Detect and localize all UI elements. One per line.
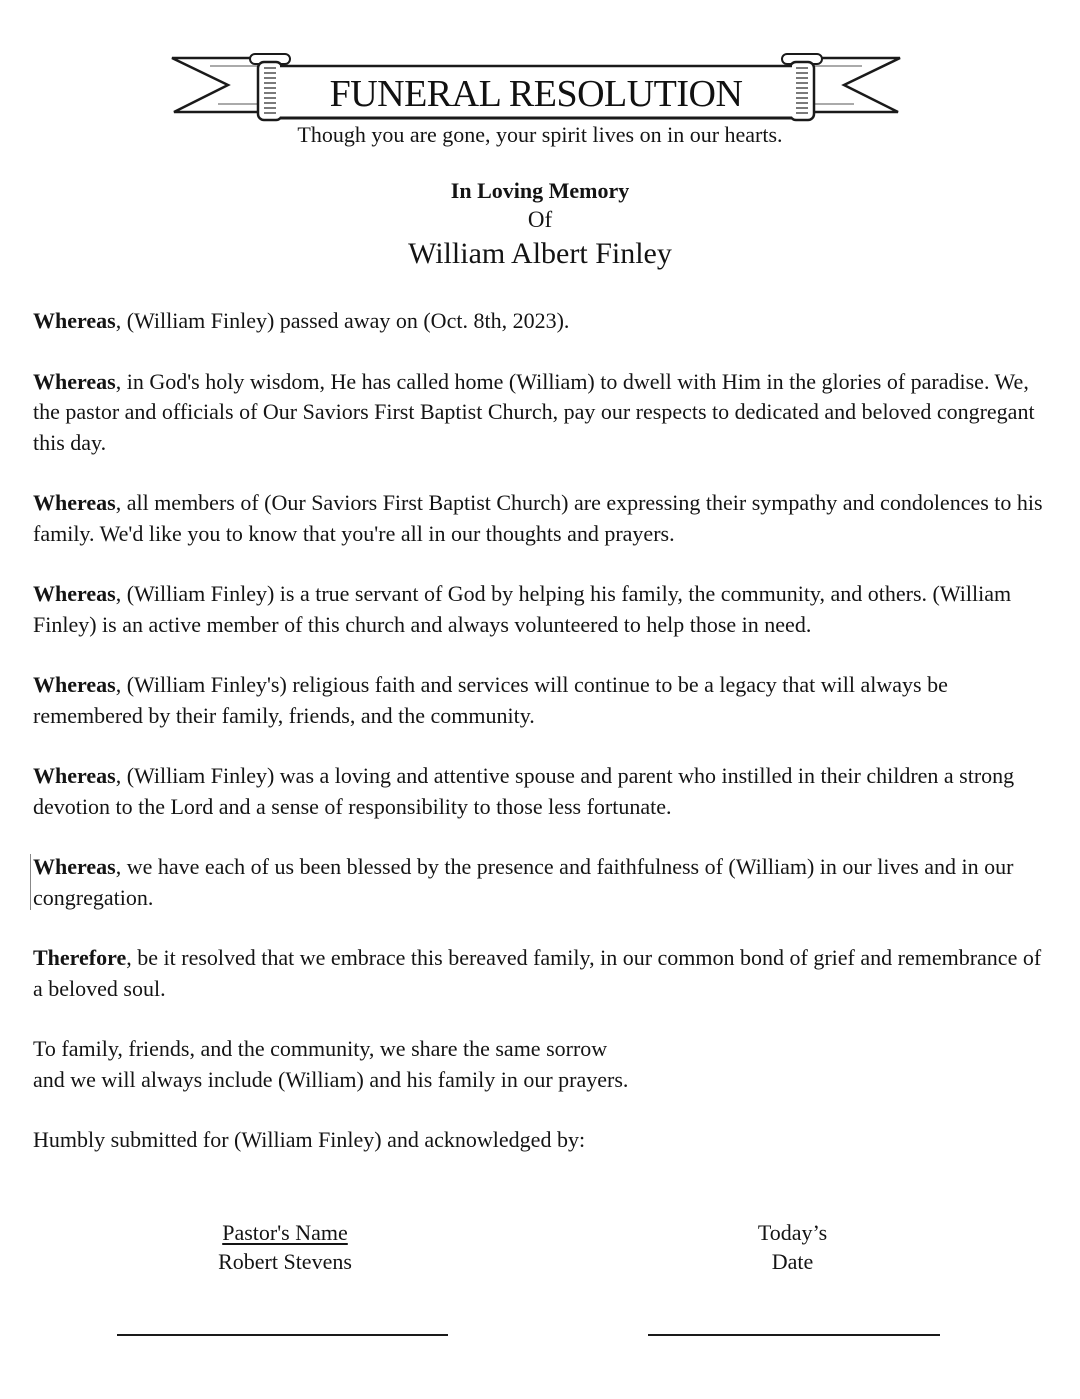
pastor-signature-line [117,1334,448,1336]
resolution-paragraph [33,579,1053,640]
paragraph-lead: Whereas [33,763,116,788]
resolution-paragraph [33,943,1053,1004]
date-signature-block [700,1218,885,1276]
paragraph-lead: Whereas [33,368,116,394]
deceased-name: William Albert Finley [408,237,672,270]
text-cursor [30,854,31,910]
paragraph-text: , (William Finley) passed away on (Oct. 8th, 2023). [115,308,570,333]
paragraph-text: , be it resolved that we embrace this bereaved family, in our common bond of grief and remembrance of a beloved soul. [33,945,1042,1001]
document-title: FUNERAL RESOLUTION [329,73,743,115]
paragraph-lead: Therefore [33,945,127,970]
paragraph-lead: Whereas [33,854,116,879]
date-label: Today’s [757,1220,828,1245]
date-signature-line [648,1334,940,1336]
date-value: Date [771,1249,814,1274]
paragraph-text: , all members of (Our Saviors First Baptist Church) are expressing their sympathy and condolences to his family. We'd like you to know that you're all in our thoughts and prayers. [33,490,1043,546]
resolution-paragraph [33,488,1053,549]
pastor-signature-block [150,1218,420,1276]
paragraph-text: , (William Finley) was a loving and attentive spouse and parent who instilled in their children a strong devotion to the Lord and a sense of responsibility to those less fortunate. [33,763,1015,819]
closing-paragraph [33,1034,1053,1095]
paragraph-lead: Whereas [33,490,116,515]
paragraph-lead: Whereas [33,672,116,697]
paragraph-lead: Whereas [33,581,116,606]
paragraph-text: , (William Finley) is a true servant of God by helping his family, the community, and others. (William Finley) is an active member of this church and always volunteered to help those in need. [33,581,1012,637]
paragraph-text: , we have each of us been blessed by the presence and faithfulness of (William) in our lives and in our congregation. [33,854,1014,910]
closing-line-2: and we will always include (William) and his family in our prayers. [33,1066,629,1092]
resolution-paragraph [33,306,1053,337]
resolution-body [33,306,1053,1186]
pastor-name-value: Robert Stevens [218,1249,352,1274]
pastor-name-label: Pastor's Name [222,1220,348,1245]
in-loving-memory-heading: In Loving Memory [450,178,630,203]
subtitle: Though you are gone, your spirit lives on in our hearts. [297,122,783,147]
paragraph-text: , in God's holy wisdom, He has called home (William) to dwell with Him in the glories of paradise. We, the pastor and officials of Our Saviors First Baptist Church, pay our respects to dedicated and beloved congregant this day. [33,368,1035,455]
closing-line-1: To family, friends, and the community, we share the same sorrow [33,1036,608,1061]
resolution-paragraph [33,761,1053,822]
resolution-paragraph [33,670,1053,731]
submitted-line: Humbly submitted for (William Finley) and acknowledged by: [33,1127,586,1152]
title-banner [170,52,902,122]
paragraph-text: , (William Finley's) religious faith and services will continue to be a legacy that will always be remembered by their family, friends, and the community. [33,672,948,728]
resolution-paragraph [33,367,1053,459]
resolution-paragraph[interactable] [33,852,1053,913]
paragraph-lead: Whereas [33,308,116,333]
of-label: Of [527,207,553,232]
